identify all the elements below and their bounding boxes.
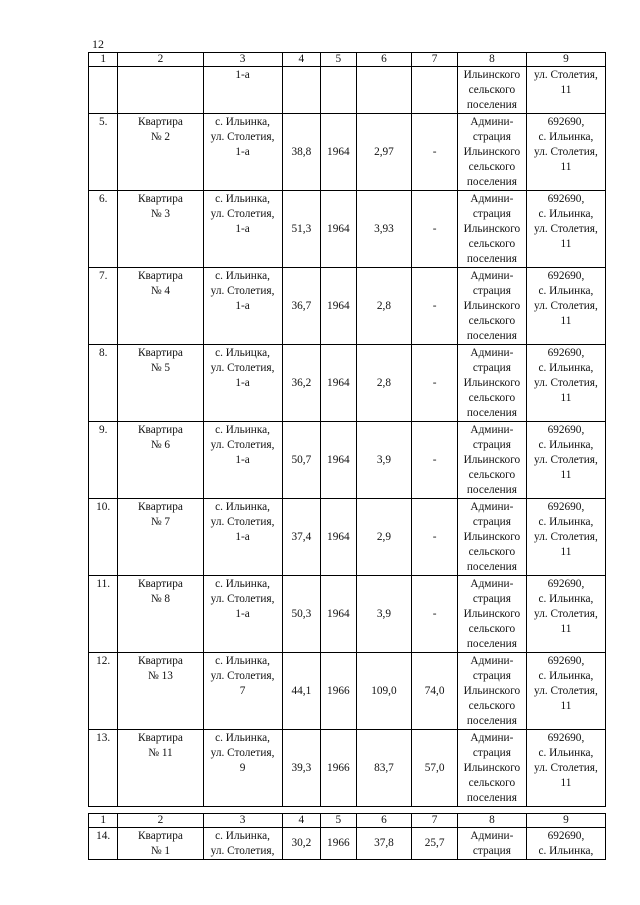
residual-value-cell: 25,7 bbox=[412, 828, 458, 860]
area-cell: 36,2 bbox=[282, 345, 321, 422]
value-cell: 109,0 bbox=[356, 653, 412, 730]
column-header-3: 3 bbox=[203, 814, 282, 828]
address-cell: с. Ильинка, ул. Столетия, 9 bbox=[203, 730, 282, 807]
address-cell: с. Ильинка, ул. Столетия, 1-а bbox=[203, 114, 282, 191]
area-cell bbox=[282, 67, 321, 114]
row-number-cell: 8. bbox=[89, 345, 118, 422]
address-cell: с. Ильинка, ул. Столетия, bbox=[203, 828, 282, 860]
address-cell: с. Ильицка, ул. Столетия, 1-а bbox=[203, 345, 282, 422]
row-number-cell: 13. bbox=[89, 730, 118, 807]
residual-value-cell: - bbox=[412, 576, 458, 653]
area-cell: 38,8 bbox=[282, 114, 321, 191]
column-numbers-row bbox=[89, 53, 606, 67]
residual-value-cell: - bbox=[412, 114, 458, 191]
address-cell: с. Ильинка, ул. Столетия, 7 bbox=[203, 653, 282, 730]
residual-value-cell: - bbox=[412, 191, 458, 268]
object-name-cell: Квартира № 7 bbox=[118, 499, 203, 576]
value-cell: 2,97 bbox=[356, 114, 412, 191]
holder-cell: Админи- страция Ильинского сельского поселения bbox=[457, 114, 526, 191]
table-row bbox=[89, 653, 606, 730]
object-name-cell: Квартира № 8 bbox=[118, 576, 203, 653]
holder-cell: Админи- страция Ильинского сельского поселения bbox=[457, 345, 526, 422]
holder-address-cell: 692690, с. Ильинка, ул. Столетия, 11 bbox=[526, 576, 605, 653]
column-header-1: 1 bbox=[89, 814, 118, 828]
address-cell: с. Ильинка, ул. Столетия, 1-а bbox=[203, 576, 282, 653]
table-row bbox=[89, 422, 606, 499]
year-cell: 1964 bbox=[321, 422, 356, 499]
address-cell: с. Ильинка, ул. Столетия, 1-а bbox=[203, 499, 282, 576]
year-cell: 1966 bbox=[321, 828, 356, 860]
year-cell: 1964 bbox=[321, 499, 356, 576]
holder-cell: Админи- страция Ильинского сельского поселения bbox=[457, 268, 526, 345]
holder-address-cell: 692690, с. Ильинка, ул. Столетия, 11 bbox=[526, 191, 605, 268]
residual-value-cell: - bbox=[412, 422, 458, 499]
area-cell: 39,3 bbox=[282, 730, 321, 807]
year-cell: 1964 bbox=[321, 114, 356, 191]
column-header-5: 5 bbox=[321, 53, 356, 67]
row-number-cell: 10. bbox=[89, 499, 118, 576]
value-cell: 2,8 bbox=[356, 345, 412, 422]
column-header-6: 6 bbox=[356, 814, 412, 828]
table-row bbox=[89, 730, 606, 807]
year-cell: 1964 bbox=[321, 345, 356, 422]
holder-address-cell: 692690, с. Ильинка, ул. Столетия, 11 bbox=[526, 422, 605, 499]
area-cell: 37,4 bbox=[282, 499, 321, 576]
holder-cell: Админи- страция bbox=[457, 828, 526, 860]
area-cell: 50,3 bbox=[282, 576, 321, 653]
property-table-continued bbox=[88, 813, 606, 860]
value-cell: 2,8 bbox=[356, 268, 412, 345]
year-cell: 1964 bbox=[321, 191, 356, 268]
column-header-3: 3 bbox=[203, 53, 282, 67]
value-cell: 83,7 bbox=[356, 730, 412, 807]
column-header-9: 9 bbox=[526, 53, 605, 67]
continuation-row bbox=[89, 67, 606, 114]
row-number-cell: 12. bbox=[89, 653, 118, 730]
object-name-cell: Квартира № 13 bbox=[118, 653, 203, 730]
table-row bbox=[89, 499, 606, 576]
holder-cell: Админи- страция Ильинского сельского поселения bbox=[457, 730, 526, 807]
holder-cell: Ильинского сельского поселения bbox=[457, 67, 526, 114]
column-header-1: 1 bbox=[89, 53, 118, 67]
column-header-7: 7 bbox=[412, 53, 458, 67]
row-number-cell: 14. bbox=[89, 828, 118, 860]
holder-cell: Админи- страция Ильинского сельского поселения bbox=[457, 576, 526, 653]
residual-value-cell: - bbox=[412, 345, 458, 422]
table-row bbox=[89, 345, 606, 422]
value-cell: 3,93 bbox=[356, 191, 412, 268]
object-name-cell: Квартира № 4 bbox=[118, 268, 203, 345]
column-header-4: 4 bbox=[282, 814, 321, 828]
holder-address-cell: ул. Столетия, 11 bbox=[526, 67, 605, 114]
year-cell: 1966 bbox=[321, 653, 356, 730]
column-header-6: 6 bbox=[356, 53, 412, 67]
table-row bbox=[89, 576, 606, 653]
column-header-4: 4 bbox=[282, 53, 321, 67]
address-cell: с. Ильинка, ул. Столетия, 1-а bbox=[203, 191, 282, 268]
column-numbers-row bbox=[89, 814, 606, 828]
address-cell: с. Ильинка, ул. Столетия, 1-а bbox=[203, 422, 282, 499]
row-number-cell: 6. bbox=[89, 191, 118, 268]
object-name-cell: Квартира № 3 bbox=[118, 191, 203, 268]
object-name-cell: Квартира № 6 bbox=[118, 422, 203, 499]
residual-value-cell: 74,0 bbox=[412, 653, 458, 730]
value-cell bbox=[356, 67, 412, 114]
column-header-8: 8 bbox=[457, 814, 526, 828]
column-header-2: 2 bbox=[118, 53, 203, 67]
value-cell: 3,9 bbox=[356, 422, 412, 499]
object-name-cell: Квартира № 2 bbox=[118, 114, 203, 191]
holder-address-cell: 692690, с. Ильинка, ул. Столетия, 11 bbox=[526, 653, 605, 730]
holder-cell: Админи- страция Ильинского сельского поселения bbox=[457, 653, 526, 730]
year-cell: 1966 bbox=[321, 730, 356, 807]
holder-cell: Админи- страция Ильинского сельского поселения bbox=[457, 422, 526, 499]
table-row bbox=[89, 828, 606, 860]
column-header-2: 2 bbox=[118, 814, 203, 828]
residual-value-cell: - bbox=[412, 268, 458, 345]
page-number: 12 bbox=[92, 37, 104, 51]
holder-address-cell: 692690, с. Ильинка, ул. Столетия, 11 bbox=[526, 345, 605, 422]
year-cell: 1964 bbox=[321, 576, 356, 653]
object-name-cell: Квартира № 1 bbox=[118, 828, 203, 860]
value-cell: 3,9 bbox=[356, 576, 412, 653]
residual-value-cell bbox=[412, 67, 458, 114]
address-cell: 1-а bbox=[203, 67, 282, 114]
holder-cell: Админи- страция Ильинского сельского поселения bbox=[457, 191, 526, 268]
row-number-cell: 11. bbox=[89, 576, 118, 653]
address-cell: с. Ильинка, ул. Столетия, 1-а bbox=[203, 268, 282, 345]
object-name-cell bbox=[118, 67, 203, 114]
column-header-8: 8 bbox=[457, 53, 526, 67]
area-cell: 36,7 bbox=[282, 268, 321, 345]
value-cell: 2,9 bbox=[356, 499, 412, 576]
holder-cell: Админи- страция Ильинского сельского поселения bbox=[457, 499, 526, 576]
column-header-9: 9 bbox=[526, 814, 605, 828]
holder-address-cell: 692690, с. Ильинка, bbox=[526, 828, 605, 860]
holder-address-cell: 692690, с. Ильинка, ул. Столетия, 11 bbox=[526, 268, 605, 345]
holder-address-cell: 692690, с. Ильинка, ул. Столетия, 11 bbox=[526, 114, 605, 191]
column-header-5: 5 bbox=[321, 814, 356, 828]
row-number-cell: 7. bbox=[89, 268, 118, 345]
table-row bbox=[89, 191, 606, 268]
area-cell: 30,2 bbox=[282, 828, 321, 860]
row-number-cell bbox=[89, 67, 118, 114]
object-name-cell: Квартира № 5 bbox=[118, 345, 203, 422]
year-cell bbox=[321, 67, 356, 114]
area-cell: 44,1 bbox=[282, 653, 321, 730]
year-cell: 1964 bbox=[321, 268, 356, 345]
row-number-cell: 9. bbox=[89, 422, 118, 499]
area-cell: 51,3 bbox=[282, 191, 321, 268]
holder-address-cell: 692690, с. Ильинка, ул. Столетия, 11 bbox=[526, 499, 605, 576]
residual-value-cell: 57,0 bbox=[412, 730, 458, 807]
table-row bbox=[89, 268, 606, 345]
residual-value-cell: - bbox=[412, 499, 458, 576]
object-name-cell: Квартира № 11 bbox=[118, 730, 203, 807]
area-cell: 50,7 bbox=[282, 422, 321, 499]
column-header-7: 7 bbox=[412, 814, 458, 828]
property-table bbox=[88, 52, 606, 807]
table-row bbox=[89, 114, 606, 191]
holder-address-cell: 692690, с. Ильинка, ул. Столетия, 11 bbox=[526, 730, 605, 807]
row-number-cell: 5. bbox=[89, 114, 118, 191]
value-cell: 37,8 bbox=[356, 828, 412, 860]
